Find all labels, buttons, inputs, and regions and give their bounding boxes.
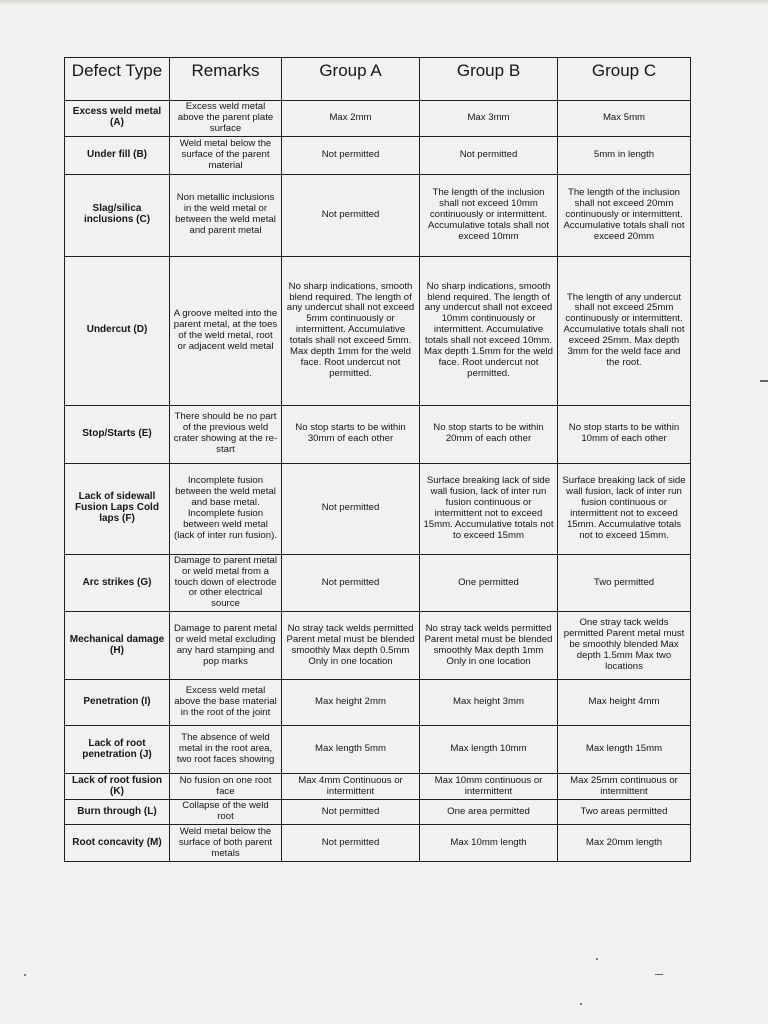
group-c-cell: 5mm in length	[558, 136, 691, 174]
table-row	[65, 136, 691, 174]
remarks-cell: Damage to parent metal or weld metal from a touch down of electrode or other electrical source	[170, 554, 282, 612]
defect-type-cell: Under fill (B)	[65, 136, 170, 174]
paper-speck	[580, 1003, 582, 1005]
group-b-cell: One area permitted	[420, 800, 558, 825]
group-c-cell: Two permitted	[558, 554, 691, 612]
group-a-cell: Max 4mm Continuous or intermittent	[282, 774, 420, 800]
group-b-cell: Max 3mm	[420, 101, 558, 137]
group-a-cell: No stray tack welds permitted Parent metal must be blended smoothly Max depth 0.5mm Only in one location	[282, 612, 420, 680]
defect-type-cell: Excess weld metal (A)	[65, 101, 170, 137]
defect-type-cell: Lack of root fusion (K)	[65, 774, 170, 800]
table-row	[65, 800, 691, 825]
group-b-cell: Max 10mm length	[420, 825, 558, 862]
group-b-cell: Not permitted	[420, 136, 558, 174]
group-a-cell: Max height 2mm	[282, 680, 420, 726]
table-row	[65, 774, 691, 800]
defect-type-cell: Slag/silica inclusions (C)	[65, 174, 170, 256]
remarks-cell: A groove melted into the parent metal, at the toes of the weld metal, root or adjacent weld metal	[170, 256, 282, 405]
group-a-cell: Max 2mm	[282, 101, 420, 137]
group-b-cell: Max 10mm continuous or intermittent	[420, 774, 558, 800]
paper-mark	[655, 974, 663, 975]
remarks-cell: Damage to parent metal or weld metal excluding any hard stamping and pop marks	[170, 612, 282, 680]
group-a-cell: No stop starts to be within 30mm of each other	[282, 405, 420, 463]
remarks-cell: Excess weld metal above the base material in the root of the joint	[170, 680, 282, 726]
header-group-c: Group C	[558, 58, 691, 101]
table-row	[65, 680, 691, 726]
table-row	[65, 174, 691, 256]
group-a-cell: Not permitted	[282, 825, 420, 862]
group-b-cell: One permitted	[420, 554, 558, 612]
defect-type-cell: Burn through (L)	[65, 800, 170, 825]
remarks-cell: There should be no part of the previous weld crater showing at the re-start	[170, 405, 282, 463]
header-group-b: Group B	[420, 58, 558, 101]
group-a-cell: Max length 5mm	[282, 726, 420, 774]
group-c-cell: Two areas permitted	[558, 800, 691, 825]
remarks-cell: Collapse of the weld root	[170, 800, 282, 825]
group-c-cell: Surface breaking lack of side wall fusion, lack of inter run fusion continuous or intermittent not to exceed 15mm. Accumulative totals not to exceed 15mm.	[558, 463, 691, 554]
group-c-cell: The length of the inclusion shall not exceed 20mm continuously or intermittent. Accumulative totals shall not exceed 20mm	[558, 174, 691, 256]
group-b-cell: Max height 3mm	[420, 680, 558, 726]
group-c-cell: One stray tack welds permitted Parent metal must be smoothly blended Max depth 1.5mm Max two locations	[558, 612, 691, 680]
weld-defect-acceptance-table	[64, 57, 691, 862]
defect-type-cell: Stop/Starts (E)	[65, 405, 170, 463]
group-a-cell: Not permitted	[282, 463, 420, 554]
group-c-cell: Max 20mm length	[558, 825, 691, 862]
defect-type-cell: Root concavity (M)	[65, 825, 170, 862]
table-row	[65, 101, 691, 137]
table-row	[65, 726, 691, 774]
group-a-cell: Not permitted	[282, 554, 420, 612]
group-c-cell: Max 25mm continuous or intermittent	[558, 774, 691, 800]
defect-type-cell: Lack of sidewall Fusion Laps Cold laps (F)	[65, 463, 170, 554]
defect-type-cell: Undercut (D)	[65, 256, 170, 405]
group-c-cell: No stop starts to be within 10mm of each other	[558, 405, 691, 463]
table-row	[65, 256, 691, 405]
paper-speck	[596, 958, 598, 960]
remarks-cell: Weld metal below the surface of both parent metals	[170, 825, 282, 862]
remarks-cell: Weld metal below the surface of the parent material	[170, 136, 282, 174]
remarks-cell: Excess weld metal above the parent plate surface	[170, 101, 282, 137]
table-row	[65, 554, 691, 612]
group-c-cell: Max length 15mm	[558, 726, 691, 774]
group-b-cell: No stop starts to be within 20mm of each other	[420, 405, 558, 463]
table-row	[65, 825, 691, 862]
group-c-cell: Max 5mm	[558, 101, 691, 137]
group-a-cell: Not permitted	[282, 800, 420, 825]
header-defect-type: Defect Type	[65, 58, 170, 101]
remarks-cell: The absence of weld metal in the root area, two root faces showing	[170, 726, 282, 774]
page-top-edge	[0, 0, 768, 6]
defect-type-cell: Penetration (I)	[65, 680, 170, 726]
group-c-cell: The length of any undercut shall not exceed 25mm continuously or intermittent. Accumulative totals shall not exceed 25mm. Max depth 3mm for the weld face and the root.	[558, 256, 691, 405]
group-b-cell: Surface breaking lack of side wall fusion, lack of inter run fusion continuous or intermittent not to exceed 15mm. Accumulative totals not to exceed 15mm	[420, 463, 558, 554]
header-remarks: Remarks	[170, 58, 282, 101]
group-a-cell: Not permitted	[282, 136, 420, 174]
group-b-cell: Max length 10mm	[420, 726, 558, 774]
group-b-cell: No sharp indications, smooth blend required. The length of any undercut shall not exceed 10mm continuously or intermittent. Accumulative totals shall not exceed 10mm. Max depth 1.5mm for the weld face. Root undercut not permitted.	[420, 256, 558, 405]
paper-speck	[24, 974, 26, 976]
header-group-a: Group A	[282, 58, 420, 101]
remarks-cell: Non metallic inclusions in the weld metal or between the weld metal and parent metal	[170, 174, 282, 256]
paper-mark	[760, 380, 768, 382]
table-row	[65, 463, 691, 554]
group-b-cell: No stray tack welds permitted Parent metal must be blended smoothly Max depth 1mm Only in one location	[420, 612, 558, 680]
header-row	[65, 58, 691, 101]
table-row	[65, 405, 691, 463]
table-row	[65, 612, 691, 680]
remarks-cell: No fusion on one root face	[170, 774, 282, 800]
defect-type-cell: Arc strikes (G)	[65, 554, 170, 612]
group-a-cell: No sharp indications, smooth blend required. The length of any undercut shall not exceed 5mm continuously or intermittent. Accumulative totals shall not exceed 5mm. Max depth 1mm for the weld face. Root undercut not permitted.	[282, 256, 420, 405]
remarks-cell: Incomplete fusion between the weld metal and base metal. Incomplete fusion between weld metal (lack of inter run fusion).	[170, 463, 282, 554]
group-a-cell: Not permitted	[282, 174, 420, 256]
defect-type-cell: Mechanical damage (H)	[65, 612, 170, 680]
group-c-cell: Max height 4mm	[558, 680, 691, 726]
group-b-cell: The length of the inclusion shall not exceed 10mm continuously or intermittent. Accumulative totals shall not exceed 10mm	[420, 174, 558, 256]
defect-type-cell: Lack of root penetration (J)	[65, 726, 170, 774]
